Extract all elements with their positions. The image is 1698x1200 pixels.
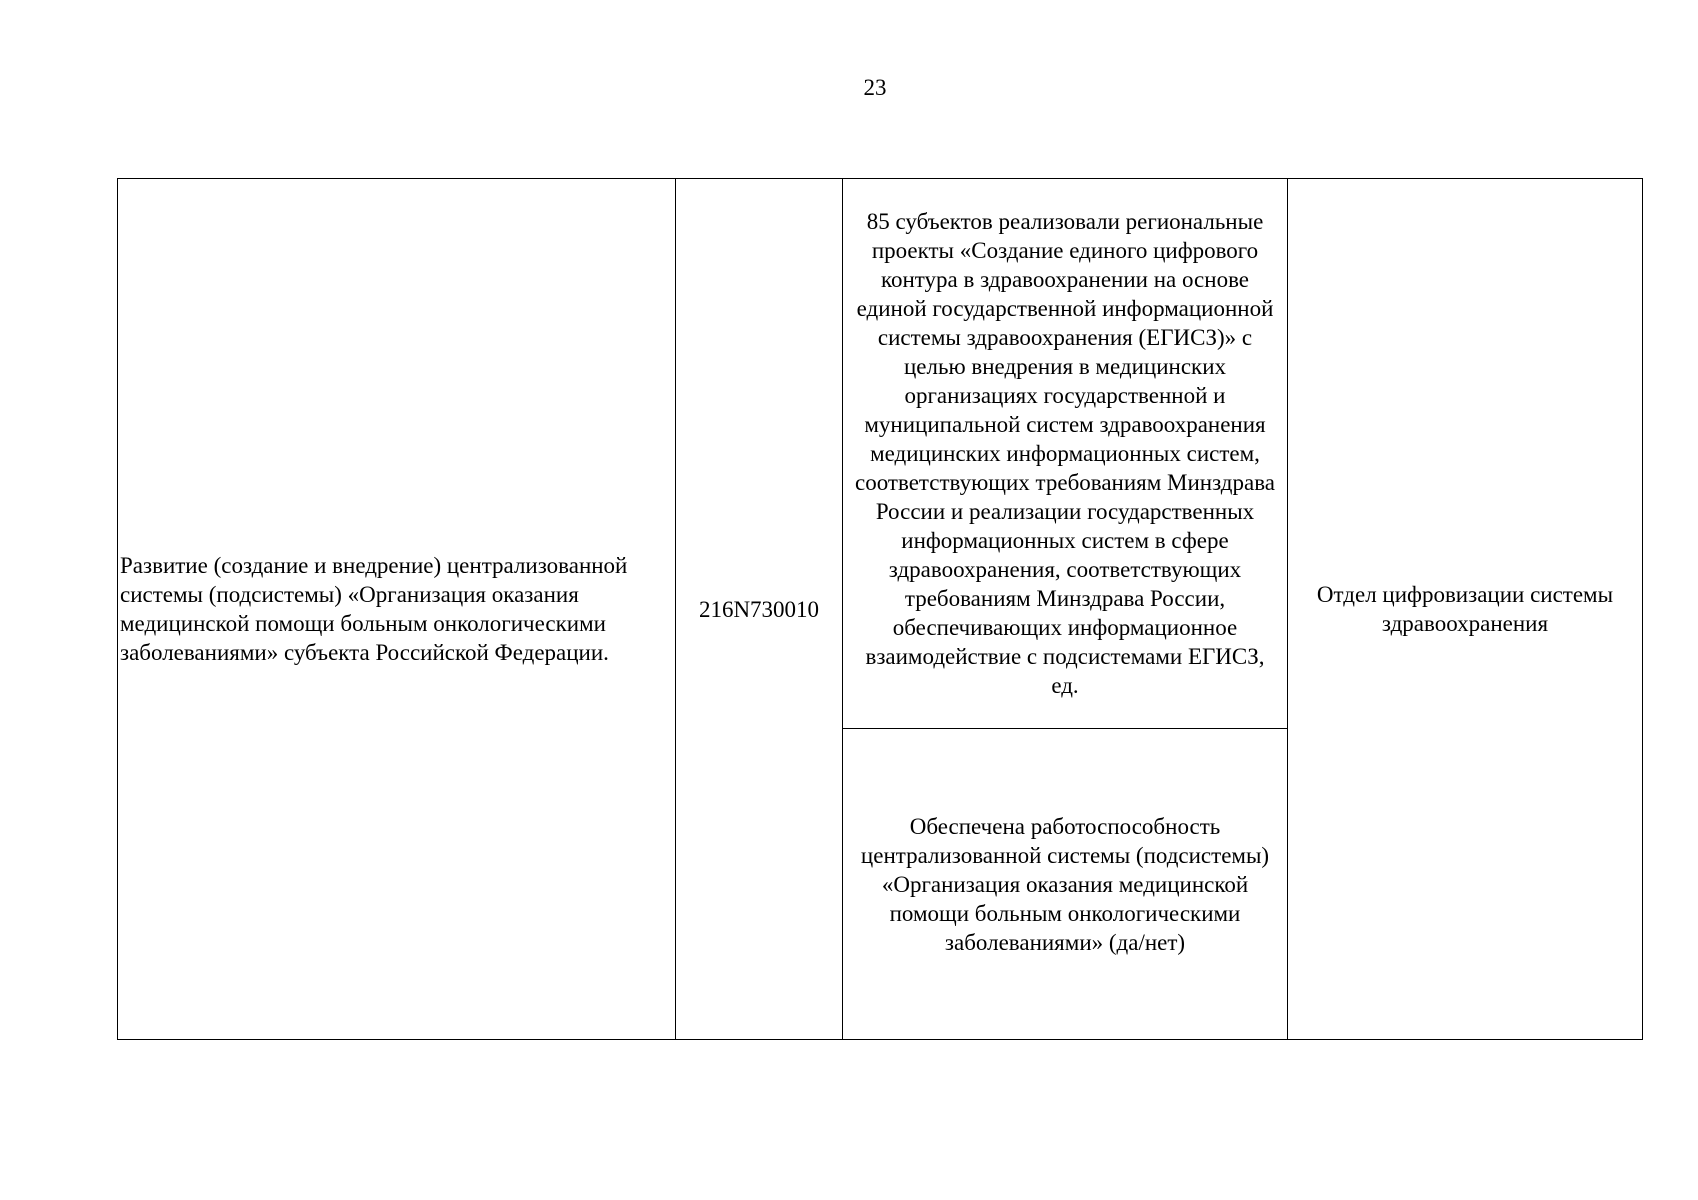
indicator-text-2: Обеспечена работоспособность централизованной системы (подсистемы) «Организация оказания медицинской помощи больным онкологическими заболеваниями» (да/нет) [860,813,1270,955]
indicator-cell-1 [843,179,1288,729]
responsible-cell [1288,179,1643,1040]
page-number: 23 [863,75,887,100]
responsible-department: Отдел цифровизации системы здравоохранения [1316,582,1614,636]
code-cell [676,179,843,1040]
activity-name: Развитие (создание и внедрение) централизованной системы (подсистемы) «Организация оказания медицинской помощи больным онкологическими заболеваниями» субъекта Российской Федерации. [120,553,628,665]
activity-code: 216N730010 [698,596,820,622]
table-row [118,179,1643,729]
activities-table [117,178,1643,1040]
indicator-cell-2 [843,729,1288,1040]
activity-name-cell [118,179,676,1040]
indicator-text-1: 85 субъектов реализовали региональные проекты «Создание единого цифрового контура в здравоохранении на основе единой государственной информационной системы здравоохранения (ЕГИСЗ)» с целью внедрения в медицинских организациях государственной и муниципальной систем здравоохранения медицинских информационных систем, соответствующих требованиям Минздрава России и реализации государственных информационных систем в сфере здравоохранения, соответствующих требованиям Минздрава России, обеспечивающих информационное взаимодействие с подсистемами ЕГИСЗ, ед. [855,209,1275,698]
